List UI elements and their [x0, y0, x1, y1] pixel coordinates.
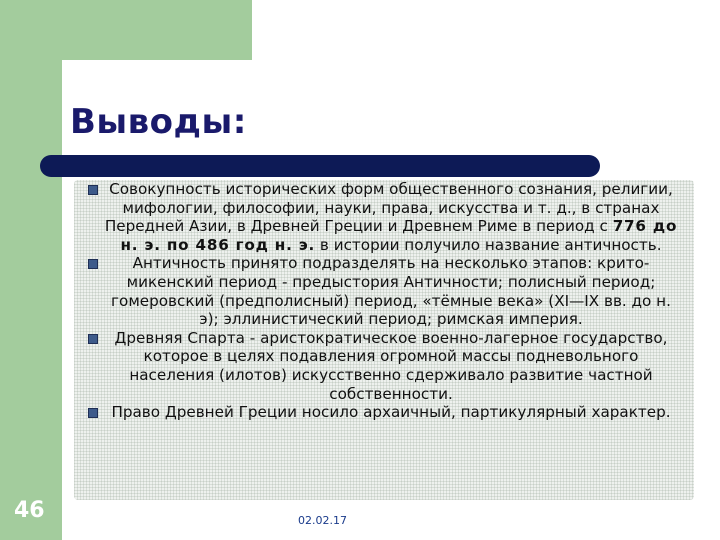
square-bullet-icon	[88, 408, 98, 418]
bullet-text: Право Древней Греции носило архаичный, партикулярный характер.	[111, 403, 671, 422]
bullet-list	[88, 180, 680, 422]
bullet-text: в истории получило название античность.	[315, 235, 662, 254]
bullet-text: Античность принято подразделять на несколько этапов: крито-микенский период - предыстория Античности; полисный период; гомеровский (предполисный) период, «тёмные века» (XI—IX вв. до н. э); эллинистический период; римская империя.	[111, 254, 671, 329]
square-bullet-icon	[88, 259, 98, 269]
square-bullet-icon	[88, 185, 98, 195]
left-accent-bar	[0, 0, 62, 540]
bullet-bold-period: 776 до н. э. по 486 год н. э.	[120, 217, 678, 254]
top-accent-bar	[62, 0, 252, 60]
bullet-text: Совокупность исторических форм общественного сознания, религии, мифологии, философии, науки, права, искусства и т. д., в странах Передней Азии, в Древней Греции и Древнем Риме в период с	[104, 180, 673, 236]
bullet-text: Древняя Спарта - аристократическое военно-лагерное государство, которое в целях подавления огромной массы подневольного населения (илотов) искусственно сдерживало развитие частной собственности.	[114, 328, 668, 403]
square-bullet-icon	[88, 334, 98, 344]
bullet-item	[88, 180, 680, 254]
slide-date: 02.02.17	[298, 514, 347, 527]
page-number: 46	[14, 498, 45, 523]
bullet-item	[88, 254, 680, 328]
bullet-item	[88, 329, 680, 403]
title-underline-bar	[40, 155, 600, 177]
slide-title: Выводы:	[70, 102, 247, 142]
bullet-item	[88, 403, 680, 422]
